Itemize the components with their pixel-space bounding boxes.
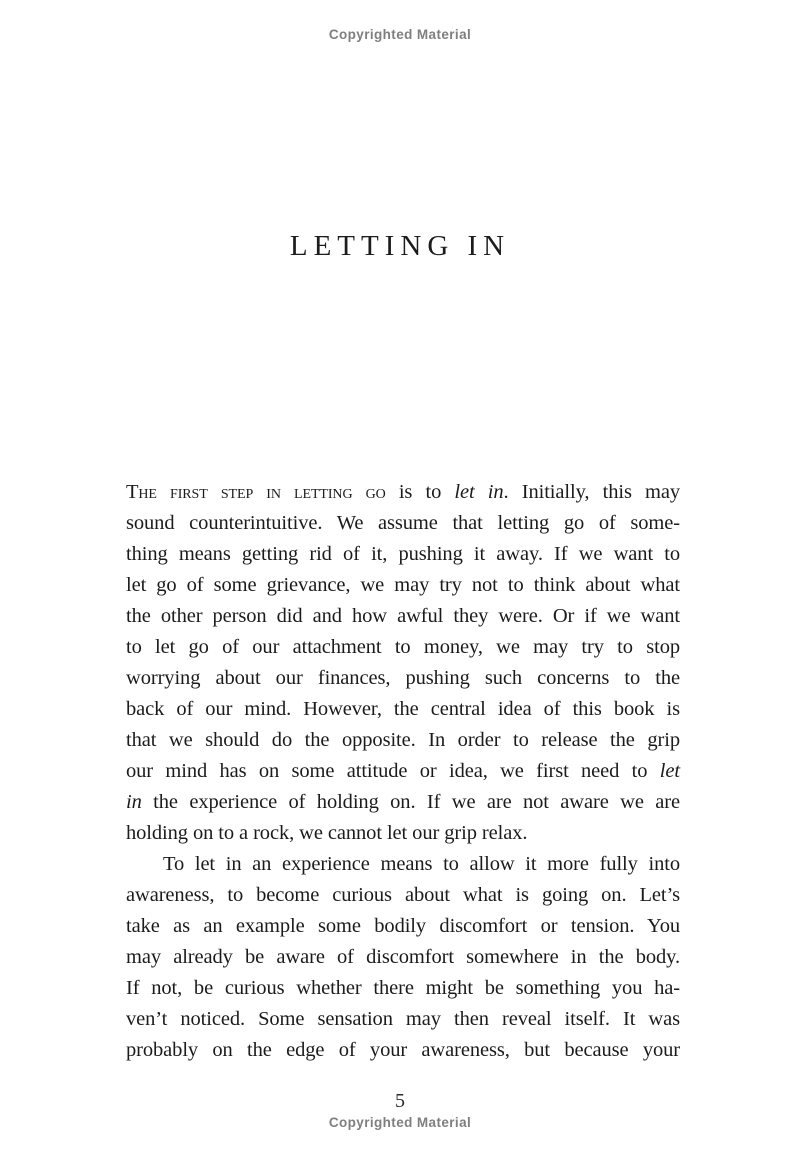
body-text-segment: awareness, to become curious about what is going on. Let’s (126, 884, 680, 906)
body-text-segment: is to (385, 481, 455, 503)
copyright-notice-bottom: Copyrighted Material (328, 1115, 472, 1130)
body-text-segment: ven’t noticed. Some sensation may then reveal itself. It was (126, 1008, 680, 1030)
text-line (126, 911, 680, 942)
body-text-segment: may already be aware of discomfort somewhere in the body. (126, 946, 680, 968)
body-text-segment: holding on to a rock, we cannot let our grip relax. (126, 822, 528, 844)
text-line (126, 756, 680, 787)
text-line (126, 570, 680, 601)
italic-text: let in (454, 481, 504, 503)
body-text-segment: the experience of holding on. If we are not aware we are (141, 791, 680, 813)
text-line (126, 1035, 680, 1066)
body-text-segment: worrying about our finances, pushing such concerns to the (126, 667, 680, 689)
copyright-notice-top: Copyrighted Material (328, 27, 472, 42)
body-text-segment: let go of some grievance, we may try not to think about what (126, 574, 680, 596)
text-line (126, 818, 680, 849)
body-text-segment: the other person did and how awful they were. Or if we want (126, 605, 680, 627)
text-line (126, 880, 680, 911)
text-line (126, 787, 680, 818)
text-line (126, 725, 680, 756)
text-line (126, 508, 680, 539)
body-text-segment: back of our mind. However, the central idea of this book is (126, 698, 680, 720)
text-line (126, 973, 680, 1004)
body-text-segment: sound counterintuitive. We assume that letting go of some- (126, 512, 680, 534)
text-line (126, 942, 680, 973)
text-line (126, 632, 680, 663)
text-line (126, 663, 680, 694)
text-line (126, 694, 680, 725)
body-text-segment: that we should do the opposite. In order to release the grip (126, 729, 680, 751)
text-line (126, 539, 680, 570)
body-text-segment: take as an example some bodily discomfort or tension. You (126, 915, 680, 937)
body-text-segment: thing means getting rid of it, pushing it away. If we want to (126, 543, 680, 565)
text-line (126, 1004, 680, 1035)
body-text-segment: If not, be curious whether there might be something you ha- (126, 977, 680, 999)
body-text-segment: probably on the edge of your awareness, but because your (126, 1039, 680, 1061)
text-line (126, 849, 680, 880)
body-text (126, 477, 680, 1066)
text-line (126, 477, 680, 508)
body-text-segment: our mind has on some attitude or idea, we first need to (126, 760, 660, 782)
chapter-title: LETTING IN (289, 230, 511, 262)
body-text-segment: . Initially, this may (503, 481, 680, 503)
italic-text: in (126, 791, 142, 813)
text-line (126, 601, 680, 632)
italic-text: let (659, 760, 680, 782)
body-text-segment: to let go of our attachment to money, we may try to stop (126, 636, 680, 658)
body-text-segment: To let in an experience means to allow it more fully into (163, 853, 680, 875)
small-caps-text: The first step in letting go (126, 481, 386, 503)
page-number: 5 (395, 1090, 405, 1112)
